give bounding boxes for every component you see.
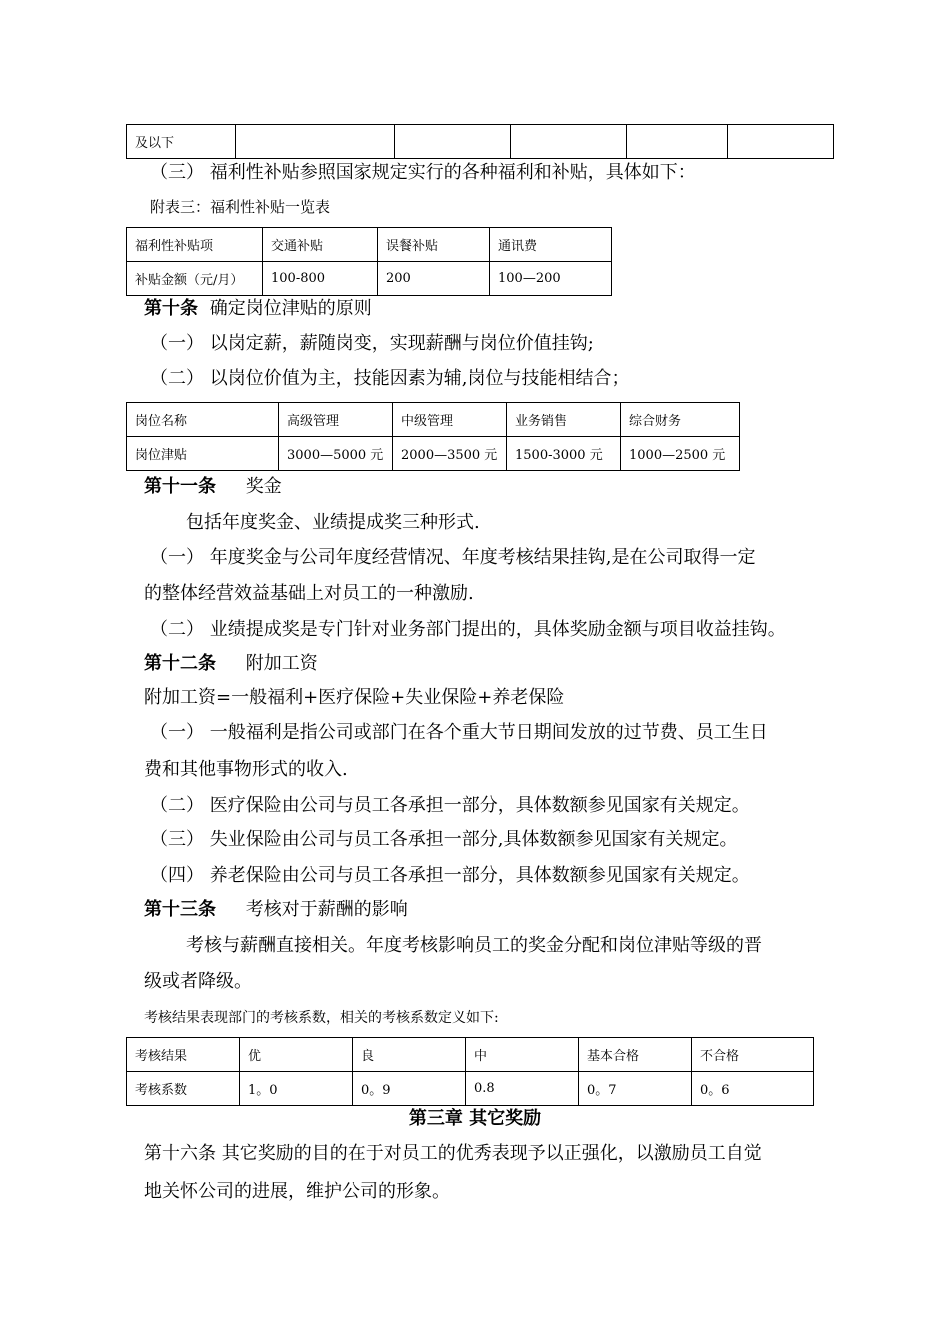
article-title: 确定岗位津贴的原则 [209,298,372,319]
paragraph: 地关怀公司的进展，维护公司的形象。 [144,1181,450,1202]
chapter-heading: 第三章 其它奖励 [408,1108,542,1129]
welfare-table-caption: 附表三：福利性补贴一览表 [150,198,331,216]
welfare-intro-paragraph: （三） 福利性补贴参照国家规定实行的各种福利和补贴，具体如下： [150,162,696,183]
paragraph: （一） 年度奖金与公司年度经营情况、年度考核结果挂钩,是在公司取得一定 [150,547,756,568]
table-cell: 2000—3500 元 [393,437,507,471]
table-row [127,262,612,296]
table-cell: 福利性补贴项 [127,228,263,262]
article-11-heading [144,477,282,497]
table-cell: 0。6 [692,1072,814,1106]
table-cell: 补贴金额（元/月） [127,262,263,296]
table-cell: 0.8 [466,1072,579,1106]
table-cell [395,125,511,159]
table-cell: 1。0 [240,1072,353,1106]
article-number: 第十一条 [144,476,216,497]
table-cell [511,125,627,159]
paragraph: （一） 一般福利是指公司或部门在各个重大节日期间发放的过节费、员工生日 [150,722,768,743]
paragraph: （二） 业绩提成奖是专门针对业务部门提出的，具体奖励金额与项目收益挂钩。 [150,619,786,640]
post-allowance-table [126,402,740,471]
assessment-table [126,1037,814,1106]
article-10-heading [144,299,372,319]
table-cell: 交通补贴 [263,228,378,262]
paragraph: （二） 医疗保险由公司与员工各承担一部分，具体数额参见国家有关规定。 [150,795,750,816]
article-title: 附加工资 [245,653,318,674]
table-cell [627,125,728,159]
formula: 附加工资=一般福利+医疗保险+失业保险+养老保险 [144,687,565,708]
table-cell: 良 [353,1038,466,1072]
table-cell: 100-800 [263,262,378,296]
table-cell: 业务销售 [507,403,621,437]
table-row [127,1072,814,1106]
table-cell: 基本合格 [579,1038,692,1072]
table-cell [728,125,834,159]
paragraph: 包括年度奖金、业绩提成奖三种形式. [186,512,480,533]
table-cell: 考核系数 [127,1072,240,1106]
table-cell: 综合财务 [621,403,740,437]
paragraph: 第十六条 其它奖励的目的在于对员工的优秀表现予以正强化，以激励员工自觉 [144,1143,762,1164]
paragraph: （二） 以岗位价值为主，技能因素为辅,岗位与技能相结合； [150,368,630,389]
table-cell [236,125,395,159]
table-cell: 优 [240,1038,353,1072]
table-cell: 误餐补贴 [378,228,490,262]
table-cell: 考核结果 [127,1038,240,1072]
table-cell: 不合格 [692,1038,814,1072]
table-cell: 3000—5000 元 [279,437,393,471]
table-cell: 及以下 [127,125,236,159]
paragraph: （一） 以岗定薪，薪随岗变，实现薪酬与岗位价值挂钩; [150,333,594,354]
table-row [127,403,740,437]
table-cell: 1500-3000 元 [507,437,621,471]
assessment-caption: 考核结果表现部门的考核系数，相关的考核系数定义如下: [144,1010,499,1026]
salary-table-fragment [126,124,834,159]
table-cell: 1000—2500 元 [621,437,740,471]
paragraph: 考核与薪酬直接相关。年度考核影响员工的奖金分配和岗位津贴等级的晋 [186,935,762,956]
table-cell: 100—200 [490,262,612,296]
article-12-heading [144,654,318,674]
table-cell: 高级管理 [279,403,393,437]
table-row [127,437,740,471]
article-13-heading [144,900,408,920]
table-cell: 中 [466,1038,579,1072]
table-cell: 0。9 [353,1072,466,1106]
article-title: 奖金 [245,476,282,497]
table-row [127,228,612,262]
article-title: 考核对于薪酬的影响 [245,899,408,920]
paragraph: （三） 失业保险由公司与员工各承担一部分,具体数额参见国家有关规定。 [150,829,738,850]
table-cell: 通讯费 [490,228,612,262]
article-number: 第十二条 [144,653,216,674]
paragraph: 级或者降级。 [144,971,252,992]
table-cell: 中级管理 [393,403,507,437]
article-number: 第十三条 [144,899,216,920]
paragraph: 的整体经营效益基础上对员工的一种激励. [144,583,474,604]
table-cell: 200 [378,262,490,296]
table-cell: 0。7 [579,1072,692,1106]
welfare-table [126,227,612,296]
table-cell: 岗位名称 [127,403,279,437]
article-number: 第十条 [144,298,198,319]
paragraph: （四） 养老保险由公司与员工各承担一部分，具体数额参见国家有关规定。 [150,865,750,886]
table-row [127,1038,814,1072]
table-cell: 岗位津贴 [127,437,279,471]
paragraph: 费和其他事物形式的收入. [144,759,348,780]
